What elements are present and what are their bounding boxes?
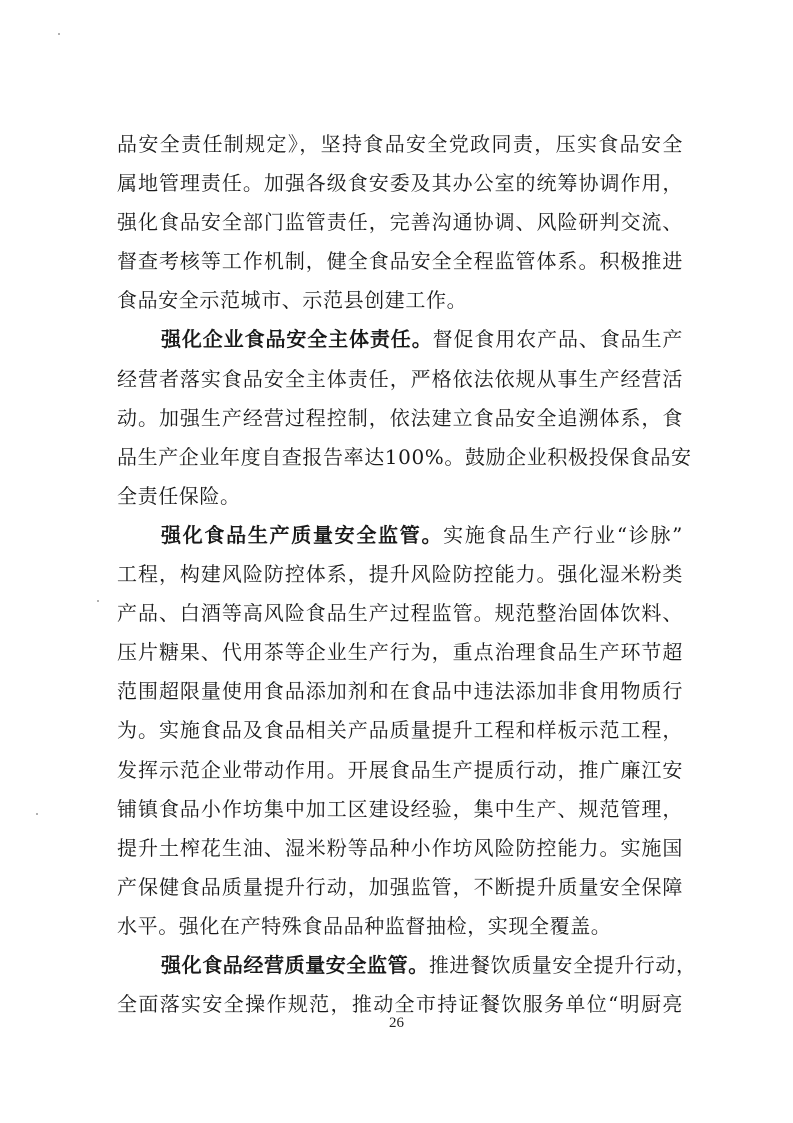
text-line: 产保健食品质量提升行动，加强监管，不断提升质量安全保障 xyxy=(117,874,683,899)
text-line: 工程，构建风险防控体系，提升风险防控能力。强化湿米粉类 xyxy=(117,562,683,587)
text-line: 动。加强生产经营过程控制，依法建立食品安全追溯体系，食 xyxy=(117,405,683,430)
paragraph-first-line xyxy=(117,320,683,359)
text-line: 铺镇食品小作坊集中加工区建设经验，集中生产、规范管理， xyxy=(117,796,683,821)
paragraph-heading: 强化食品生产质量安全监管。 xyxy=(161,522,444,547)
paragraph-text: 实施食品生产行业“诊脉” xyxy=(443,522,683,547)
paragraph-first-line xyxy=(117,516,683,555)
paragraph-heading: 强化食品经营质量安全监管。 xyxy=(161,952,429,977)
paragraph-heading: 强化企业食品安全主体责任。 xyxy=(161,327,433,352)
body-text xyxy=(117,125,697,1024)
text-line: 属地管理责任。加强各级食安委及其办公室的统筹协调作用， xyxy=(117,171,683,196)
text-line: 提升土榨花生油、湿米粉等品种小作坊风险防控能力。实施国 xyxy=(117,835,683,860)
text-line: 全面落实安全操作规范，推动全市持证餐饮服务单位“明厨亮 xyxy=(117,992,683,1017)
scan-speck xyxy=(97,600,99,602)
text-line: 强化食品安全部门监管责任，完善沟通协调、风险研判交流、 xyxy=(117,210,683,235)
text-line: 为。实施食品及食品相关产品质量提升工程和样板示范工程， xyxy=(117,718,683,743)
text-line: 范围超限量使用食品添加剂和在食品中违法添加非食用物质行 xyxy=(117,679,683,704)
text-line: 食品安全示范城市、示范县创建工作。 xyxy=(117,288,468,313)
text-line: 发挥示范企业带动作用。开展食品生产提质行动，推广廉江安 xyxy=(117,757,683,782)
text-line: 经营者落实食品安全主体责任，严格依法依规从事生产经营活 xyxy=(117,366,683,391)
text-line: 品安全责任制规定》，坚持食品安全党政同责，压实食品安全 xyxy=(117,132,683,156)
text-line: 全责任保险。 xyxy=(117,483,241,508)
text-line: 督查考核等工作机制，健全食品安全全程监管体系。积极推进 xyxy=(117,249,683,274)
page-number: 26 xyxy=(389,1015,404,1031)
text-line: 品生产企业年度自查报告率达100%。鼓励企业积极投保食品安 xyxy=(117,444,692,469)
paragraph-first-line xyxy=(117,946,697,985)
scan-speck xyxy=(36,813,38,815)
text-line: 产品、白酒等高风险食品生产过程监管。规范整治固体饮料、 xyxy=(117,601,683,626)
text-line: 水平。强化在产特殊食品品种监督抽检，实现全覆盖。 xyxy=(117,913,612,938)
text-line: 压片糖果、代用茶等企业生产行为，重点治理食品生产环节超 xyxy=(117,640,683,665)
paragraph-text: 推进餐饮质量安全提升行动， xyxy=(428,952,697,977)
scan-speck xyxy=(58,33,60,35)
paragraph-text: 督促食用农产品、食品生产 xyxy=(432,327,683,352)
